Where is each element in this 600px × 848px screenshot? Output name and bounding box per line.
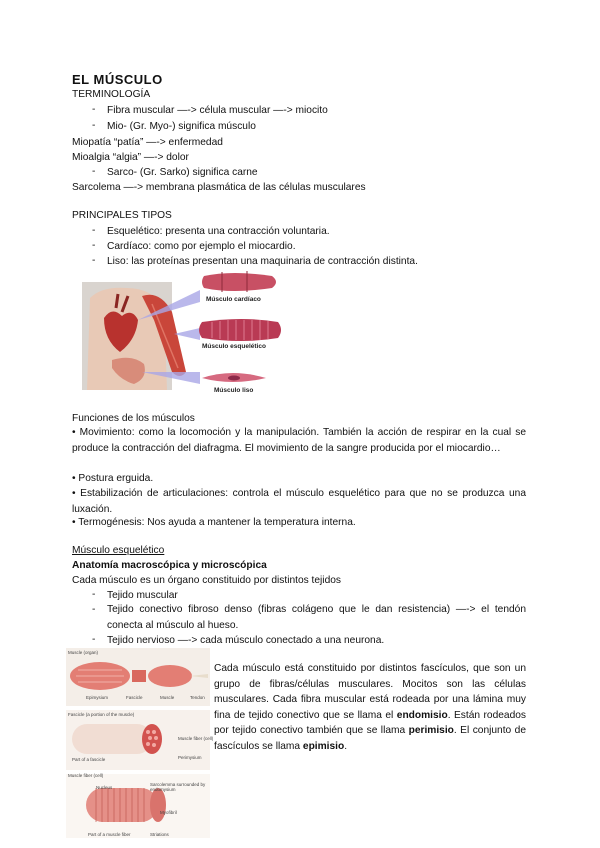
line-mioalgia: Mioalgia “algia” —-> dolor [72, 152, 189, 163]
bullet-dash: - [92, 589, 96, 600]
para-text-4: . [344, 740, 348, 752]
page-title: EL MÚSCULO [72, 72, 163, 87]
smooth-nucleus [228, 376, 240, 381]
diag-fiber-title: Muscle fiber (cell) [68, 773, 104, 778]
tipos-heading: PRINCIPALES TIPOS [72, 210, 172, 221]
muscle-types-figure [82, 268, 292, 394]
para-text-3: . El conjunto de fascículos se llama [214, 725, 526, 752]
tipos-item-1: Esquelético: presenta una contracción voluntaria. [107, 226, 330, 237]
diag-fascicle-title: Fascicle (a portion of the muscle) [68, 712, 135, 717]
bullet-dash: - [92, 120, 96, 131]
bullet-dash: - [92, 634, 96, 645]
fasciculos-paragraph [214, 661, 526, 754]
skeletal-fiber [199, 319, 281, 341]
terminologia-item-1: Fibra muscular —-> célula muscular —-> miocito [107, 105, 328, 116]
funcion-estabilizacion: • Estabilización de articulaciones: controla el músculo esquelético para que no se produzca una luxación. [72, 488, 526, 515]
para-text-2: . Están rodeados por tejido conectivo también que se llama [214, 709, 526, 736]
label-musculo-liso: Músculo liso [214, 387, 254, 394]
term-perimisio: perimisio [408, 725, 454, 736]
bullet-dash: - [92, 255, 96, 266]
tejido-item-3: Tejido nervioso —-> cada músculo conectado a una neurona. [107, 635, 385, 646]
muscle-anatomy-diagram [66, 648, 210, 838]
esqueletico-intro: Cada músculo es un órgano constituido por distintos tejidos [72, 575, 341, 586]
diag-striations: Striations [150, 832, 169, 837]
diag-muscle: Muscle [160, 695, 175, 700]
label-musculo-cardiaco: Músculo cardíaco [206, 296, 261, 303]
bullet-dash: - [92, 166, 96, 177]
diag-muscle-fiber-cell: Muscle fiber (cell) [178, 736, 214, 741]
fiber-cell [86, 788, 158, 822]
terminologia-item-2: Mio- (Gr. Myo-) significa músculo [107, 121, 256, 132]
diag-part-of-fascicle: Part of a fascicle [72, 757, 106, 762]
bullet-dash: - [92, 604, 96, 615]
line-sarcolema: Sarcolema —-> membrana plasmática de las células musculares [72, 182, 366, 193]
bullet-dash: - [92, 225, 96, 236]
diag-fascicle: Fascicle [126, 695, 143, 700]
funciones-heading: Funciones de los músculos [72, 413, 195, 424]
tejido-item-2: Tejido conectivo fibroso denso (fibras colágeno que le dan resistencia) —-> el tendón conecta al músculo al hueso. [107, 604, 526, 631]
fascicle-cut-face [142, 724, 162, 754]
diag-perimysium: Perimysium [178, 755, 202, 760]
diag-epimysium: Epimysium [86, 695, 109, 700]
diag-sarcolemma: Sarcolemma surrounded by endomysium [150, 782, 206, 792]
diag-nucleus: Nucleus [96, 785, 113, 790]
organ-fascicle-block [132, 670, 146, 682]
tejido-item-1: Tejido muscular [107, 590, 178, 601]
diag-muscle-organ: Muscle (organ) [68, 650, 99, 655]
bullet-dash: - [92, 240, 96, 251]
cardiac-fiber [202, 273, 276, 291]
fascicle-perimysium [72, 724, 152, 754]
esqueletico-subheading: Anatomía macroscópica y microscópica [72, 560, 267, 571]
term-epimisio: epimisio [302, 740, 345, 752]
diag-myofibril: Myofibril [160, 810, 177, 815]
fiber-cut-face [150, 788, 166, 822]
para-text-1: Cada músculo está constituido por distintos fascículos, que son un grupo de fibras/células musculares. Mocitos son las células musculares. Cada fibra muscular está rodeada por una lámina muy fina de tejido conectivo que se llama el [214, 663, 526, 721]
esqueletico-heading: Músculo esquelético [72, 545, 165, 556]
organ-muscle [148, 665, 192, 687]
line-miopatia: Miopatía “patía” —-> enfermedad [72, 137, 223, 148]
tipos-item-2: Cardíaco: como por ejemplo el miocardio. [107, 241, 296, 252]
term-endomisio: endomisio [396, 709, 448, 721]
bullet-dash: - [92, 104, 96, 115]
tipos-item-3: Liso: las proteínas presentan una maquinaria de contracción distinta. [107, 256, 418, 267]
diag-part-of-fiber: Part of a muscle fiber [88, 832, 131, 837]
terminologia-item-sarco: Sarco- (Gr. Sarko) significa carne [107, 167, 258, 178]
funcion-movimiento: • Movimiento: como la locomoción y la manipulación. También la acción de respirar en la cual se produce la contracción del diafragma. El movimiento de la sangre producida por el miocardio… [72, 427, 526, 454]
terminologia-heading: TERMINOLOGÍA [72, 89, 151, 100]
diag-tendon: Tendon [190, 695, 205, 700]
funcion-postura: • Postura erguida. [72, 473, 154, 484]
label-musculo-esqueletico: Músculo esquelético [202, 343, 266, 350]
funcion-termogenesis: • Termogénesis: Nos ayuda a mantener la temperatura interna. [72, 517, 356, 528]
